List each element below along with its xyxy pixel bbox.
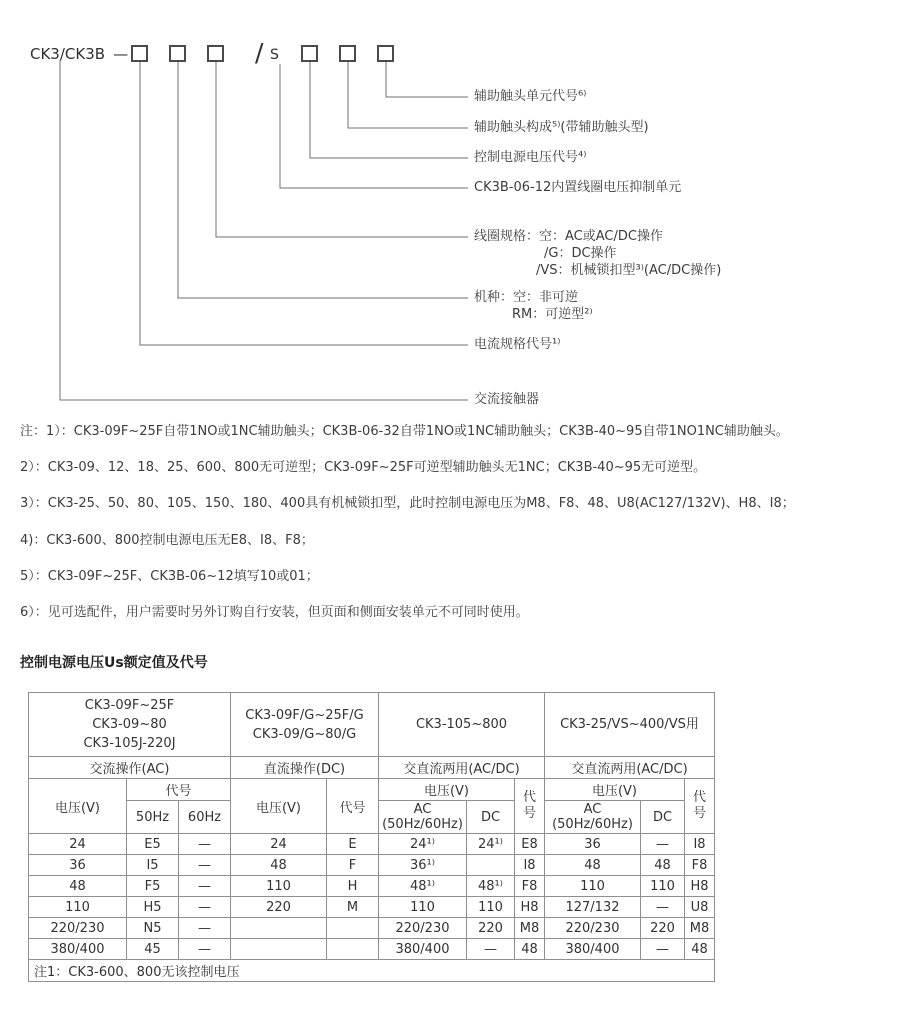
- footnote-row: [29, 960, 715, 982]
- table-row: [29, 876, 715, 897]
- col-header-voltage-g4: 电压(V): [545, 779, 685, 801]
- code-box-1: [131, 45, 148, 62]
- voltage-code-table: [28, 692, 715, 982]
- group2-model-1: CK3-09F/G~25F/G: [245, 707, 364, 723]
- code-box-6: [377, 45, 394, 62]
- table-cell: M: [327, 897, 379, 918]
- table-cell: 220: [231, 897, 327, 918]
- table-cell: [327, 939, 379, 960]
- label-coil-spec-line1: 线圈规格：空：AC或AC/DC操作: [474, 229, 663, 244]
- col-header-ac-g4: [545, 801, 641, 834]
- table-cell: H8: [685, 876, 715, 897]
- code-box-3: [207, 45, 224, 62]
- table-cell: 36: [29, 855, 127, 876]
- group-header-row: [29, 693, 715, 757]
- table-cell: [467, 855, 515, 876]
- label-aux-unit-code: 辅助触头单元代号⁶⁾: [474, 89, 587, 104]
- label-ac-contactor: 交流接触器: [474, 392, 540, 407]
- table-cell: 220: [467, 918, 515, 939]
- ac-label: AC: [583, 802, 602, 817]
- notes-section: [20, 422, 795, 639]
- table-row: [29, 855, 715, 876]
- col-header-code-g4-text: 代号: [692, 790, 706, 821]
- table-cell: 380/400: [379, 939, 467, 960]
- table-cell: 110: [467, 897, 515, 918]
- ac-freq-label: (50Hz/60Hz): [552, 817, 633, 832]
- table-cell: —: [179, 918, 231, 939]
- table-cell: —: [641, 939, 685, 960]
- group-header-acdc-vs: [545, 693, 715, 757]
- col-header-voltage-g3: 电压(V): [379, 779, 515, 801]
- code-box-4: [301, 45, 318, 62]
- table-cell: 24: [29, 834, 127, 855]
- group-header-ac: [29, 693, 231, 757]
- col-header-code-g2: 代号: [327, 779, 379, 834]
- operation-dc: 直流操作(DC): [231, 757, 379, 779]
- table-cell: 110: [545, 876, 641, 897]
- table-row: [29, 897, 715, 918]
- label-machine-type-line2: RM：可逆型²⁾: [512, 307, 593, 322]
- col-header-dc-g4: DC: [641, 801, 685, 834]
- label-coil-spec-line3: /VS：机械锁扣型³⁾(AC/DC操作): [536, 263, 722, 278]
- col-header-code-g4: [685, 779, 715, 834]
- col-header-voltage-g1: 电压(V): [29, 779, 127, 834]
- table-cell: 380/400: [29, 939, 127, 960]
- table-cell: E5: [127, 834, 179, 855]
- operation-acdc-2: 交直流两用(AC/DC): [545, 757, 715, 779]
- voltage-table-body: [29, 834, 715, 960]
- table-cell: F: [327, 855, 379, 876]
- group1-model-3: CK3-105J-220J: [83, 736, 176, 751]
- code-box-5: [339, 45, 356, 62]
- group3-model-1: CK3-105~800: [415, 717, 508, 732]
- ac-label: AC: [413, 802, 432, 817]
- table-footnote: 注1：CK3-600、800无该控制电压: [29, 960, 715, 982]
- group4-model-1: CK3-25/VS~400/VS用: [560, 717, 699, 732]
- table-cell: 48: [641, 855, 685, 876]
- dash: —: [113, 45, 129, 63]
- col-header-code-g1: 代号: [127, 779, 231, 801]
- table-cell: [231, 939, 327, 960]
- table-cell: M8: [515, 918, 545, 939]
- table-cell: I8: [685, 834, 715, 855]
- label-machine-type-line1: 机种：空：非可逆: [474, 290, 579, 305]
- connector-lines: [0, 0, 900, 418]
- table-cell: E8: [515, 834, 545, 855]
- table-row: [29, 939, 715, 960]
- table-cell: —: [179, 855, 231, 876]
- group-header-acdc-105-800: [379, 693, 545, 757]
- table-cell: H: [327, 876, 379, 897]
- table-cell: 220/230: [379, 918, 467, 939]
- table-cell: H8: [515, 897, 545, 918]
- table-cell: 45: [127, 939, 179, 960]
- table-cell: 48: [29, 876, 127, 897]
- slash-separator: /: [255, 38, 264, 67]
- table-cell: —: [179, 834, 231, 855]
- table-cell: 220/230: [545, 918, 641, 939]
- operation-acdc-1: 交直流两用(AC/DC): [379, 757, 545, 779]
- section-heading: 控制电源电压Us额定值及代号: [20, 655, 208, 671]
- note-4: 4)：CK3-600、800控制电源电压无E8、I8、F8；: [20, 532, 314, 548]
- note-2: 2）：CK3-09、12、18、25、600、800无可逆型；CK3-09F~25F可逆型辅助触头无1NC；CK3B-40~95无可逆型。: [20, 460, 707, 476]
- table-cell: 220/230: [29, 918, 127, 939]
- table-cell: —: [179, 897, 231, 918]
- table-cell: F8: [685, 855, 715, 876]
- table-cell: 24: [231, 834, 327, 855]
- table-cell: 36¹⁾: [379, 855, 467, 876]
- label-current-spec-code: 电流规格代号¹⁾: [474, 337, 561, 352]
- label-coil-spec-line2: /G：DC操作: [544, 246, 617, 261]
- table-cell: 48: [515, 939, 545, 960]
- table-cell: 220: [641, 918, 685, 939]
- col-header-dc-g3: DC: [467, 801, 515, 834]
- label-coil-suppression: CK3B-06-12内置线圈电压抑制单元: [474, 180, 682, 195]
- table-row: [29, 834, 715, 855]
- col-header-60hz: 60Hz: [179, 801, 231, 834]
- table-cell: H5: [127, 897, 179, 918]
- table-cell: 24¹⁾: [379, 834, 467, 855]
- table-cell: 110: [29, 897, 127, 918]
- column-header-row-1: [29, 779, 715, 801]
- group1-model-1: CK3-09F~25F: [84, 698, 175, 713]
- table-cell: 48: [545, 855, 641, 876]
- table-cell: 380/400: [545, 939, 641, 960]
- table-cell: I5: [127, 855, 179, 876]
- table-cell: I8: [515, 855, 545, 876]
- code-box-2: [169, 45, 186, 62]
- col-header-code-g3: [515, 779, 545, 834]
- table-cell: 110: [641, 876, 685, 897]
- group-header-dc: [231, 693, 379, 757]
- table-cell: —: [179, 939, 231, 960]
- operation-ac: 交流操作(AC): [29, 757, 231, 779]
- ac-freq-label: (50Hz/60Hz): [382, 817, 463, 832]
- suppression-unit-letter: S: [270, 47, 279, 63]
- operation-header-row: [29, 757, 715, 779]
- table-cell: 48: [685, 939, 715, 960]
- table-cell: 110: [231, 876, 327, 897]
- note-1: 注：1）：CK3-09F~25F自带1NO或1NC辅助触头；CK3B-06-32自带1NO或1NC辅助触头；CK3B-40~95自带1NO1NC辅助触头。: [20, 424, 789, 439]
- col-header-ac-g3: [379, 801, 467, 834]
- table-cell: —: [179, 876, 231, 897]
- table-cell: E: [327, 834, 379, 855]
- col-header-50hz: 50Hz: [127, 801, 179, 834]
- note-6: 6）：见可选配件，用户需要时另外订购自行安装，但页面和侧面安装单元不可同时使用。: [20, 604, 529, 620]
- table-cell: [231, 918, 327, 939]
- table-cell: 24¹⁾: [467, 834, 515, 855]
- note-3: 3）：CK3-25、50、80、105、150、180、400具有机械锁扣型，此时控制电源电压为M8、F8、48、U8(AC127/132V)、H8、I8；: [20, 496, 795, 512]
- table-cell: 48¹⁾: [467, 876, 515, 897]
- model-designation-diagram: [0, 0, 900, 418]
- col-header-voltage-g2: 电压(V): [231, 779, 327, 834]
- table-row: [29, 918, 715, 939]
- table-cell: 48: [231, 855, 327, 876]
- table-cell: 110: [379, 897, 467, 918]
- table-cell: —: [641, 897, 685, 918]
- model-prefix-text: CK3/CK3B: [30, 45, 106, 63]
- table-cell: F5: [127, 876, 179, 897]
- label-control-voltage-code: 控制电源电压代号⁴⁾: [474, 150, 587, 165]
- note-5: 5）：CK3-09F~25F、CK3B-06~12填写10或01；: [20, 568, 319, 584]
- table-cell: M8: [685, 918, 715, 939]
- model-prefix: [30, 45, 128, 63]
- table-cell: 127/132: [545, 897, 641, 918]
- group2-model-2: CK3-09/G~80/G: [252, 726, 357, 742]
- table-cell: N5: [127, 918, 179, 939]
- table-cell: —: [641, 834, 685, 855]
- table-cell: 36: [545, 834, 641, 855]
- col-header-code-g3-text: 代号: [522, 790, 536, 821]
- table-cell: —: [467, 939, 515, 960]
- voltage-table-wrap: [28, 692, 715, 982]
- table-cell: U8: [685, 897, 715, 918]
- table-cell: [327, 918, 379, 939]
- table-cell: 48¹⁾: [379, 876, 467, 897]
- label-aux-composition: 辅助触头构成⁵⁾(带辅助触头型): [474, 120, 649, 135]
- group1-model-2: CK3-09~80: [92, 717, 167, 732]
- table-cell: F8: [515, 876, 545, 897]
